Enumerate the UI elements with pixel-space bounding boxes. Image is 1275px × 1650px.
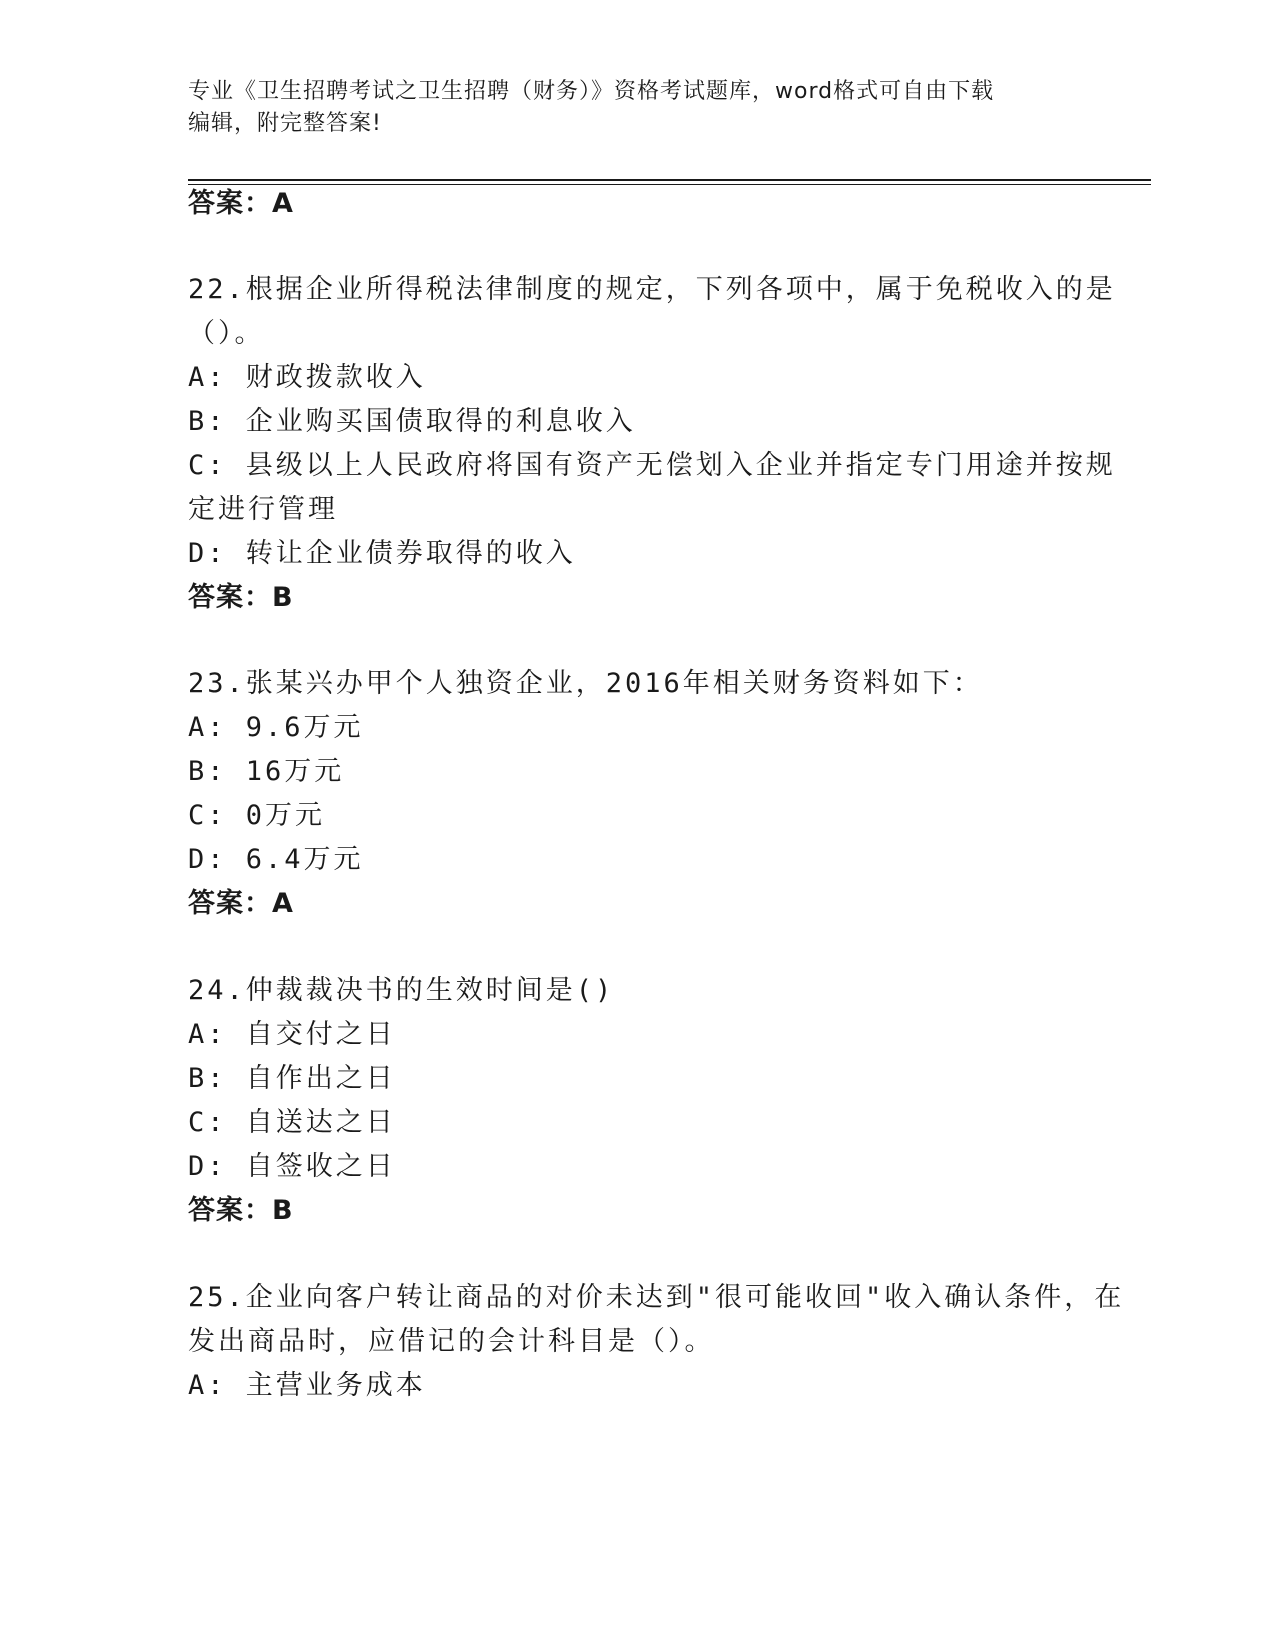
page-header [188,76,1088,140]
option-22-c: C: 县级以上人民政府将国有资产无偿划入企业并指定专门用途并按规 [188,450,1116,481]
header-line-2: 编辑，附完整答案! [188,111,382,136]
header-divider-thick [188,179,1151,181]
option-23-b: B: 16万元 [188,756,345,787]
answer-24: 答案：B [188,1195,294,1226]
option-22-d: D: 转让企业债券取得的收入 [188,538,576,569]
question-22-text-cont: （）。 [188,318,265,349]
answer-23: 答案：A [188,888,294,919]
option-24-b: B: 自作出之日 [188,1063,396,1094]
option-23-c: C: 0万元 [188,800,326,831]
question-22-text: 22.根据企业所得税法律制度的规定，下列各项中，属于免税收入的是 [188,274,1116,305]
option-23-a: A: 9.6万元 [188,712,364,743]
option-24-a: A: 自交付之日 [188,1019,396,1050]
option-25-a: A: 主营业务成本 [188,1370,426,1401]
answer-21: 答案：A [188,188,294,219]
option-22-c-cont: 定进行管理 [188,494,338,525]
option-23-d: D: 6.4万元 [188,844,364,875]
question-25-text: 25.企业向客户转让商品的对价未达到"很可能收回"收入确认条件，在 [188,1282,1125,1313]
question-24-text: 24.仲裁裁决书的生效时间是() [188,975,615,1006]
option-24-c: C: 自送达之日 [188,1107,396,1138]
option-24-d: D: 自签收之日 [188,1151,396,1182]
question-23-text: 23.张某兴办甲个人独资企业，2016年相关财务资料如下： [188,668,983,699]
option-22-b: B: 企业购买国债取得的利息收入 [188,406,636,437]
header-divider-thin [188,184,1151,185]
question-25-text-cont: 发出商品时，应借记的会计科目是（）。 [188,1326,715,1357]
option-22-a: A: 财政拨款收入 [188,362,426,393]
answer-22: 答案：B [188,582,294,613]
header-line-1: 专业《卫生招聘考试之卫生招聘（财务）》资格考试题库，word格式可自由下载 [188,79,995,104]
